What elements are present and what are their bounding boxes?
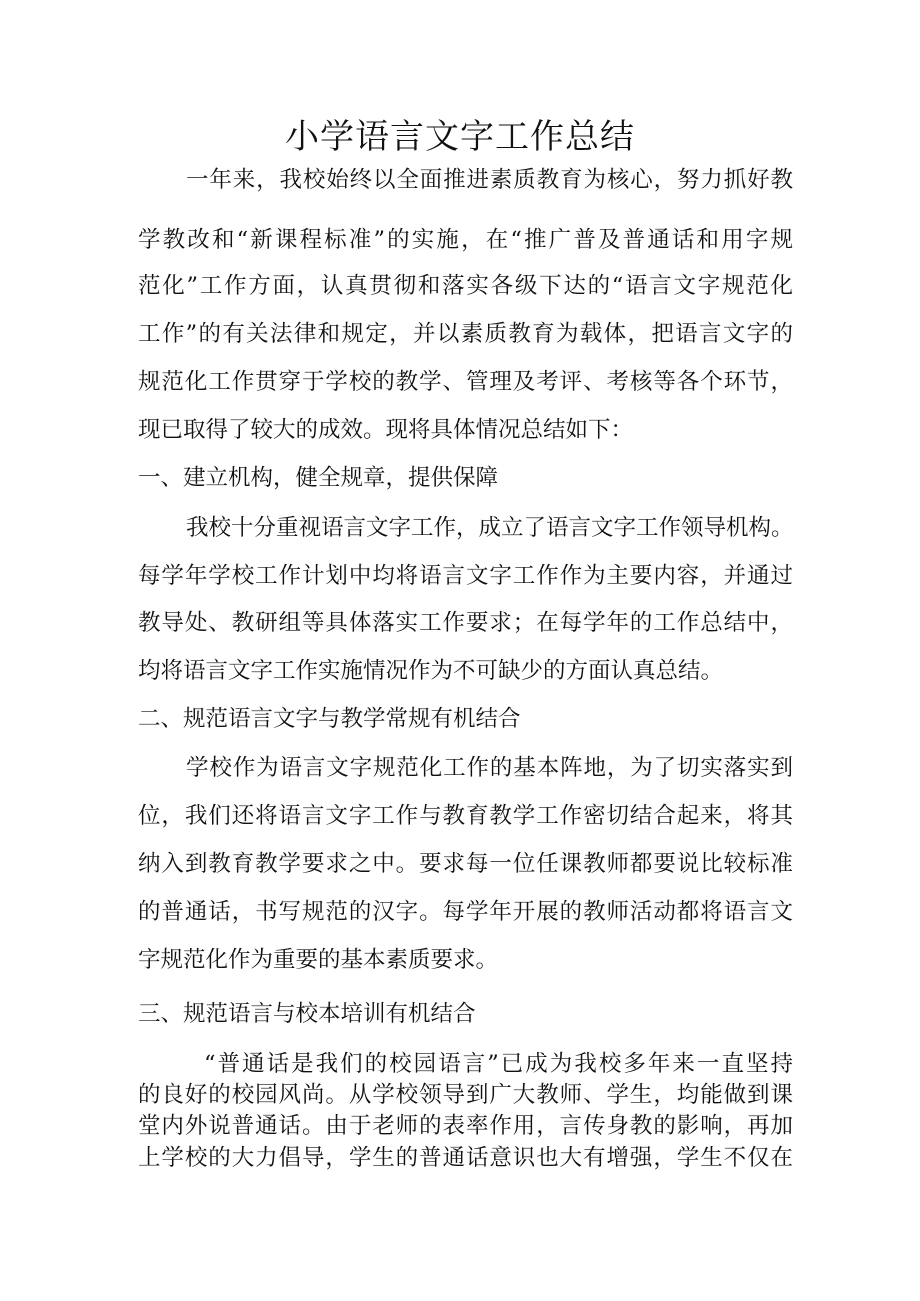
document-title: 小学语言文字工作总结 xyxy=(285,117,635,157)
intro-line: 现已取得了较大的成效。现将具体情况总结如下： xyxy=(138,417,634,443)
section-heading: 三、规范语言与校本培训有机结合 xyxy=(138,1001,476,1027)
paragraph-line: 字规范化作为重要的基本素质要求。 xyxy=(138,947,499,973)
intro-line: 一年来，我校始终以全面推进素质教育为核心，努力抓好教 xyxy=(186,167,793,193)
intro-line: 工作”的有关法律和规定，并以素质教育为载体，把语言文字的 xyxy=(138,321,793,347)
intro-line: 规范化工作贯穿于学校的教学、管理及考评、考核等各个环节， xyxy=(138,369,793,395)
paragraph-line: 教导处、教研组等具体落实工作要求；在每学年的工作总结中， xyxy=(138,610,793,636)
section-heading: 一、建立机构，健全规章，提供保障 xyxy=(138,465,499,491)
paragraph-line: 学校作为语言文字规范化工作的基本阵地，为了切实落实到 xyxy=(186,755,793,781)
paragraph-line: 堂内外说普通话。由于老师的表率作用，言传身教的影响，再加 xyxy=(138,1113,793,1139)
paragraph-line: 位，我们还将语言文字工作与教育教学工作密切结合起来，将其 xyxy=(138,803,793,829)
paragraph-line: 每学年学校工作计划中均将语言文字工作作为主要内容，并通过 xyxy=(138,563,793,589)
paragraph-line: 纳入到教育教学要求之中。要求每一位任课教师都要说比较标准 xyxy=(138,851,793,877)
paragraph-line: 的良好的校园风尚。从学校领导到广大教师、学生，均能做到课 xyxy=(138,1082,793,1108)
paragraph-line: 的普通话，书写规范的汉字。每学年开展的教师活动都将语言文 xyxy=(138,899,793,925)
intro-line: 范化”工作方面，认真贯彻和落实各级下达的“语言文字规范化 xyxy=(138,273,793,299)
intro-line: 学教改和“新课程标准”的实施，在“推广普及普通话和用字规 xyxy=(138,227,793,253)
paragraph-line: 我校十分重视语言文字工作，成立了语言文字工作领导机构。 xyxy=(186,515,794,541)
paragraph-line: “普通话是我们的校园语言”已成为我校多年来一直坚持 xyxy=(204,1051,793,1077)
section-heading: 二、规范语言文字与教学常规有机结合 xyxy=(138,706,521,732)
paragraph-line: 均将语言文字工作实施情况作为不可缺少的方面认真总结。 xyxy=(138,658,724,684)
paragraph-line: 上学校的大力倡导，学生的普通话意识也大有增强，学生不仅在 xyxy=(138,1145,793,1171)
